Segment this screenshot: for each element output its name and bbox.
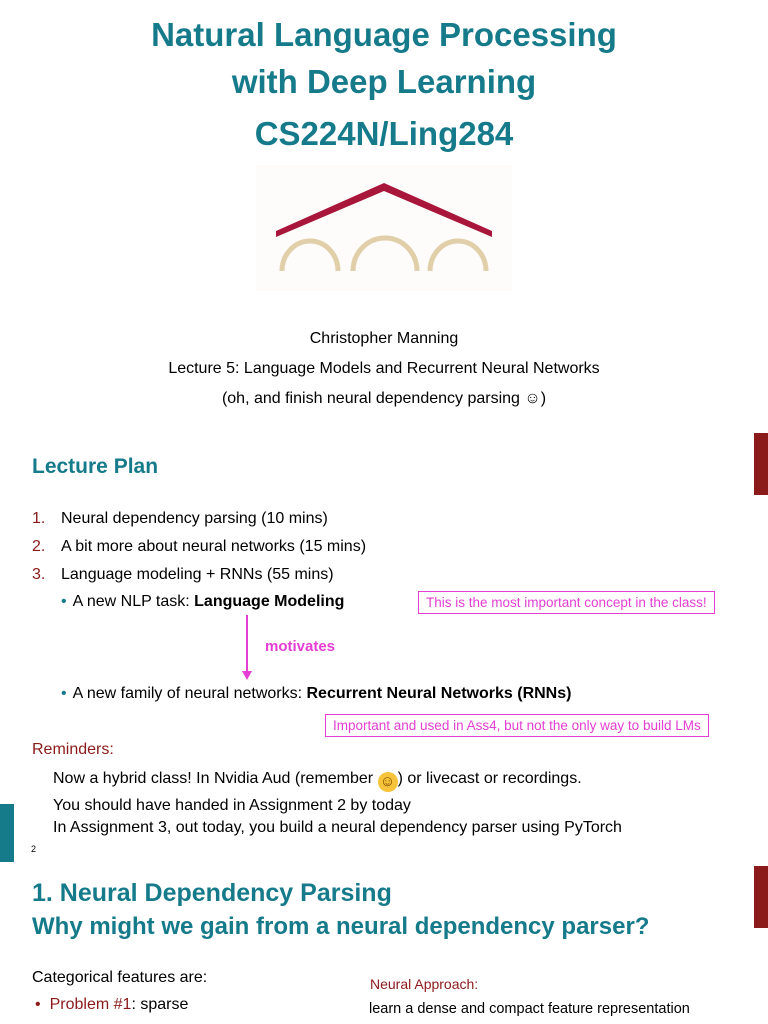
sub-bullet-rnns — [61, 685, 571, 703]
reminder-hybrid-class — [53, 770, 582, 792]
callout-ass4: Important and used in Ass4, but not the only way to build LMs — [325, 714, 709, 737]
problem-text: : sparse — [131, 996, 189, 1013]
slide-accent-bar — [754, 866, 768, 928]
reminders-heading: Reminders: — [32, 741, 114, 758]
categorical-features-label: Categorical features are: — [32, 969, 208, 986]
plan-item-text: Neural dependency parsing (10 mins) — [61, 510, 328, 527]
plan-item — [32, 566, 334, 584]
callout-most-important: This is the most important concept in the class! — [418, 591, 715, 614]
neural-approach-text: learn a dense and compact feature representation — [369, 1001, 690, 1017]
plan-item — [32, 510, 328, 528]
sub-bullet-bold: Recurrent Neural Networks (RNNs) — [306, 685, 572, 702]
reminder-assignment-2: You should have handed in Assignment 2 by today — [53, 797, 411, 814]
lecture-subtitle: (oh, and finish neural dependency parsing ☺) — [221, 390, 547, 407]
plan-item-number: 2. — [32, 538, 46, 555]
reminder-text: Now a hybrid class! In Nvidia Aud (remember — [53, 770, 378, 787]
problem-label: Problem #1 — [49, 996, 132, 1013]
plan-item-text: A bit more about neural networks (15 mins) — [61, 538, 367, 555]
stanford-arches-logo — [256, 165, 512, 291]
plan-item-number: 1. — [32, 510, 46, 527]
author-name: Christopher Manning — [309, 330, 459, 347]
reminder-assignment-3: In Assignment 3, out today, you build a neural dependency parser using PyTorch — [53, 819, 622, 836]
smiley-emoji-icon: ☺ — [378, 772, 398, 792]
lecture-title: Lecture 5: Language Models and Recurrent Neural Networks — [168, 360, 600, 377]
plan-item-text: Language modeling + RNNs (55 mins) — [61, 566, 334, 583]
sub-bullet-bold: Language Modeling — [194, 593, 345, 610]
plan-item — [32, 538, 366, 556]
bullet-dot-icon: • — [61, 685, 67, 702]
bullet-dot-icon: • — [35, 996, 41, 1013]
sub-bullet-prefix: A new NLP task: — [72, 593, 195, 610]
lecture-plan-heading: Lecture Plan — [32, 455, 159, 478]
section-subheading: Why might we gain from a neural dependency parser? — [32, 913, 650, 940]
reminder-text: ) or livecast or recordings. — [397, 770, 582, 787]
plan-item-number: 3. — [32, 566, 46, 583]
slide-title-line-1: Natural Language Processing — [151, 16, 617, 53]
section-heading: 1. Neural Dependency Parsing — [32, 879, 392, 907]
bullet-dot-icon: • — [61, 593, 67, 610]
page-number: 2 — [31, 844, 37, 854]
arrow-label-motivates: motivates — [265, 638, 336, 655]
sub-bullet-language-modeling — [61, 593, 344, 611]
slide-accent-bar-left — [0, 804, 14, 862]
problem-bullet — [35, 996, 188, 1014]
slide-accent-bar — [754, 433, 768, 495]
slide-title-line-2: with Deep Learning — [231, 63, 537, 100]
sub-bullet-prefix: A new family of neural networks: — [72, 685, 307, 702]
down-arrow-icon — [240, 615, 254, 681]
slide-title-line-3: CS224N/Ling284 — [254, 115, 514, 152]
neural-approach-title: Neural Approach: — [370, 976, 479, 992]
